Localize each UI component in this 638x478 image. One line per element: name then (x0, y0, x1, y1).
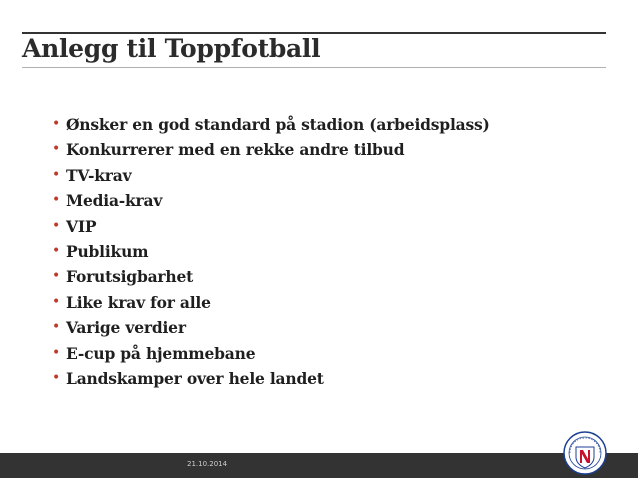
bullet-item (52, 188, 490, 213)
bullet-text: TV-krav (66, 165, 132, 185)
bullet-marker: • (52, 344, 61, 361)
bullet-text: Forutsigbarhet (66, 267, 194, 287)
slide-title: Anlegg til Toppfotball (22, 34, 321, 63)
bullet-item (52, 264, 490, 289)
bullet-marker: • (52, 268, 61, 285)
bullet-marker: • (52, 319, 61, 336)
bullet-list (52, 112, 490, 391)
footer-bar (0, 453, 638, 478)
bullet-text: Landskamper over hele landet (66, 368, 324, 388)
bullet-text: Media-krav (66, 191, 163, 211)
bullet-item (52, 112, 490, 137)
bullet-item (52, 315, 490, 340)
bullet-marker: • (52, 242, 61, 259)
bullet-text: E-cup på hjemmebane (66, 343, 256, 363)
bullet-marker: • (52, 217, 61, 234)
bullet-item (52, 290, 490, 315)
bullet-text: Konkurrerer med en rekke andre tilbud (66, 140, 405, 160)
bullet-text: Ønsker en god standard på stadion (arbeidsplass) (66, 115, 490, 134)
bullet-item (52, 239, 490, 264)
bullet-text: Like krav for alle (66, 292, 211, 312)
bullet-marker: • (52, 141, 61, 158)
bullet-marker: • (52, 192, 61, 209)
bullet-text: Publikum (66, 241, 149, 261)
bullet-item (52, 214, 490, 239)
title-underline (22, 67, 606, 68)
bullet-item (52, 137, 490, 162)
bullet-item (52, 341, 490, 366)
footer-date: 21.10.2014 (187, 460, 228, 468)
bullet-text: Varige verdier (66, 318, 186, 338)
bullet-marker: • (52, 116, 61, 132)
bullet-item (52, 366, 490, 391)
bullet-item (52, 163, 490, 188)
bullet-marker: • (52, 369, 61, 386)
bullet-marker: • (52, 166, 61, 183)
nff-crest-icon (563, 431, 607, 475)
bullet-marker: • (52, 293, 61, 310)
bullet-text: VIP (66, 216, 97, 236)
